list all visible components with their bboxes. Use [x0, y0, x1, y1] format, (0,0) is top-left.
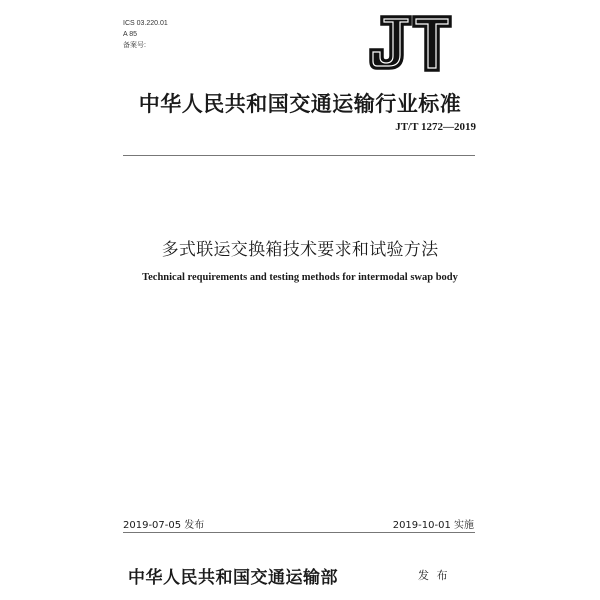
- document-title-english: Technical requirements and testing methods for intermodal swap body: [142, 272, 458, 283]
- footer-divider: [123, 532, 475, 533]
- jt-logo-graphic: [367, 13, 453, 75]
- issue-date: 2019-07-05 发布: [123, 520, 205, 531]
- ics-code: ICS 03.220.01: [123, 20, 168, 27]
- record-number-label: 备案号:: [123, 42, 146, 49]
- issuing-authority: 中华人民共和国交通运输部: [128, 568, 338, 588]
- standard-number: JT/T 1272—2019: [395, 121, 476, 133]
- implementation-date: 2019-10-01 实施: [392, 520, 474, 531]
- header-divider: [123, 155, 475, 156]
- standard-category-title: 中华人民共和国交通运输行业标准: [138, 91, 462, 116]
- document-title-chinese: 多式联运交换箱技术要求和试验方法: [161, 240, 439, 260]
- issued-label: 发 布: [418, 569, 450, 582]
- classification-code: A 85: [123, 31, 138, 38]
- jt-logo-icon: [367, 13, 453, 75]
